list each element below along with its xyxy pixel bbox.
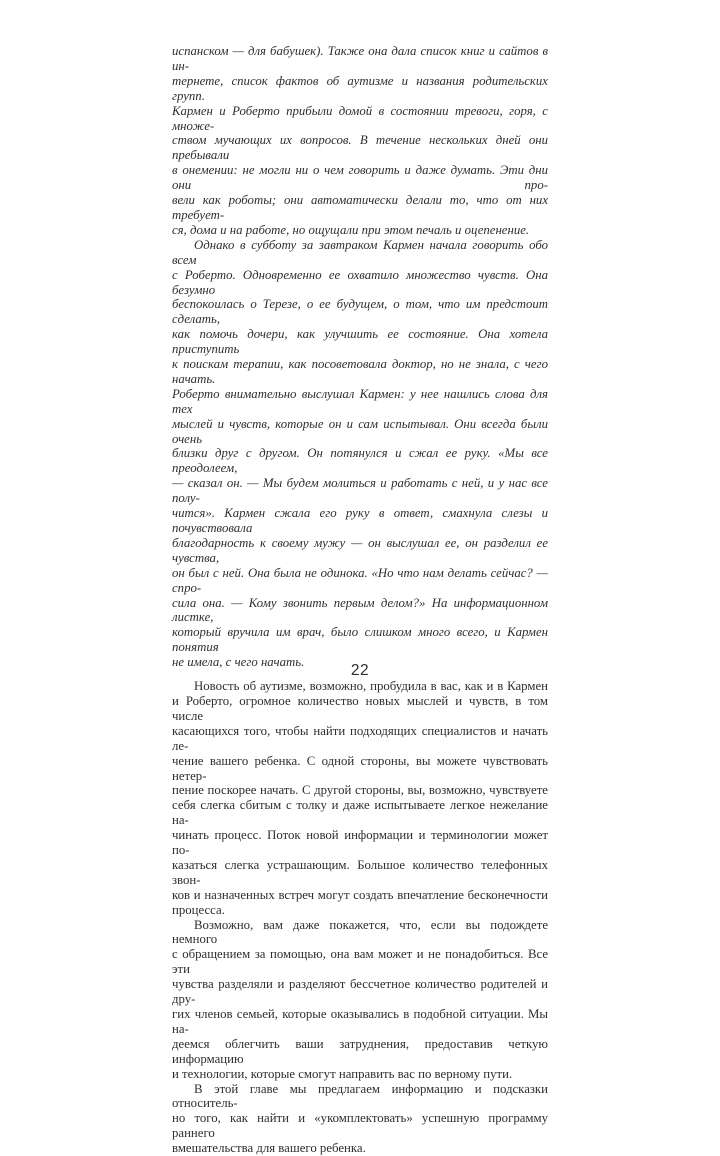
text-line: чувства разделяли и разделяют бессчетное количество родителей и дру- xyxy=(172,977,548,1007)
text-line: В этой главе мы предлагаем информацию и подсказки относитель- xyxy=(172,1081,548,1111)
text-line: казаться слегка устрашающим. Большое количество телефонных звон- xyxy=(172,857,548,887)
text-line: себя слегка сбитым с толку и даже испытываете легкое нежелание на- xyxy=(172,798,548,828)
text-line: сила она. — Кому звонить первым делом?» На информационном листке, xyxy=(172,595,548,625)
text-line: ством мучающих их вопросов. В течение нескольких дней они пребывали xyxy=(172,133,548,163)
text-line: с обращением за помощью, она вам может и не понадобиться. Все эти xyxy=(172,947,548,977)
text-line: тернете, список фактов об аутизме и названия родительских групп. xyxy=(172,73,548,103)
text-line: и технологии, которые смогут направить вас по верному пути. xyxy=(172,1066,513,1081)
text-line: чинать процесс. Поток новой информации и терминологии может по- xyxy=(172,828,548,858)
text-line: Возможно, вам даже покажется, что, если вы подождете немного xyxy=(172,917,548,947)
text-line: гих членов семьей, которые оказывались в подобной ситуации. Мы на- xyxy=(172,1007,548,1036)
text-line: ков и назначенных встреч могут создать впечатление бесконечности xyxy=(172,887,548,902)
book-text-column xyxy=(172,0,548,1156)
text-line: вели как роботы; они автоматически делали то, что от них требует- xyxy=(172,193,548,222)
text-line: вмешательства для вашего ребенка. xyxy=(172,1141,366,1156)
text-line: процесса. xyxy=(172,902,225,917)
text-line: он был с ней. Она была не одинока. «Но что нам делать сейчас? — спро- xyxy=(172,565,548,595)
text-line: не имела, с чего начать. xyxy=(172,655,305,670)
text-line: — сказал он. — Мы будем молиться и работать с ней, и у нас все полу- xyxy=(172,476,548,506)
page-number: 22 xyxy=(350,662,370,679)
text-line: к поискам терапии, как посоветовала доктор, но не знала, с чего начать. xyxy=(172,357,548,386)
text-line: который вручила им врач, было слишком много всего, и Кармен понятия xyxy=(172,625,548,655)
text-line: Роберто внимательно выслушал Кармен: у нее нашлись слова для тех xyxy=(172,386,548,416)
text-line: пение поскорее начать. С другой стороны, вы, возможно, чувствуете xyxy=(172,783,548,798)
text-line: Новость об аутизме, возможно, пробудила в вас, как и в Кармен xyxy=(194,679,548,694)
text-line: чится». Кармен сжала его руку в ответ, смахнула слезы и почувствовала xyxy=(172,506,548,535)
text-line: с Роберто. Одновременно ее охватило множество чувств. Она безумно xyxy=(172,267,548,297)
text-line: беспокоилась о Терезе, о ее будущем, о том, что им предстоит сделать, xyxy=(172,297,548,327)
text-line: касающихся того, чтобы найти подходящих специалистов и начать ле- xyxy=(172,723,548,753)
text-line: испанском — для бабушек). Также она дала список книг и сайтов в ин- xyxy=(172,44,548,73)
text-line: близки друг с другом. Он потянулся и сжал ее руку. «Мы все преодолеем, xyxy=(172,446,548,476)
text-section-regular xyxy=(172,679,548,1156)
text-line: Кармен и Роберто прибыли домой в состоянии тревоги, горя, с множе- xyxy=(172,103,548,133)
text-line: благодарность к своему мужу — он выслушал ее, он разделил ее чувства, xyxy=(172,535,548,565)
text-line: ся, дома и на работе, но ощущали при этом печаль и оцепенение. xyxy=(172,222,530,237)
text-line: деемся облегчить ваши затруднения, предоставив четкую информацию xyxy=(172,1036,548,1066)
text-line: в онемении: не могли ни о чем говорить и даже думать. Эти дни они про- xyxy=(172,163,548,193)
text-line: Однако в субботу за завтраком Кармен начала говорить обо всем xyxy=(172,237,548,267)
text-line: но того, как найти и «укомплектовать» успешную программу раннего xyxy=(172,1111,548,1141)
text-line: чение вашего ребенка. С одной стороны, вы можете чувствовать нетер- xyxy=(172,753,548,783)
text-section-italic xyxy=(172,44,548,670)
text-line: как помочь дочери, как улучшить ее состояние. Она хотела приступить xyxy=(172,327,548,357)
text-line: мыслей и чувств, которые он и сам испытывал. Они всегда были очень xyxy=(172,416,548,446)
text-line: и Роберто, огромное количество новых мыслей и чувств, в том числе xyxy=(172,693,548,723)
